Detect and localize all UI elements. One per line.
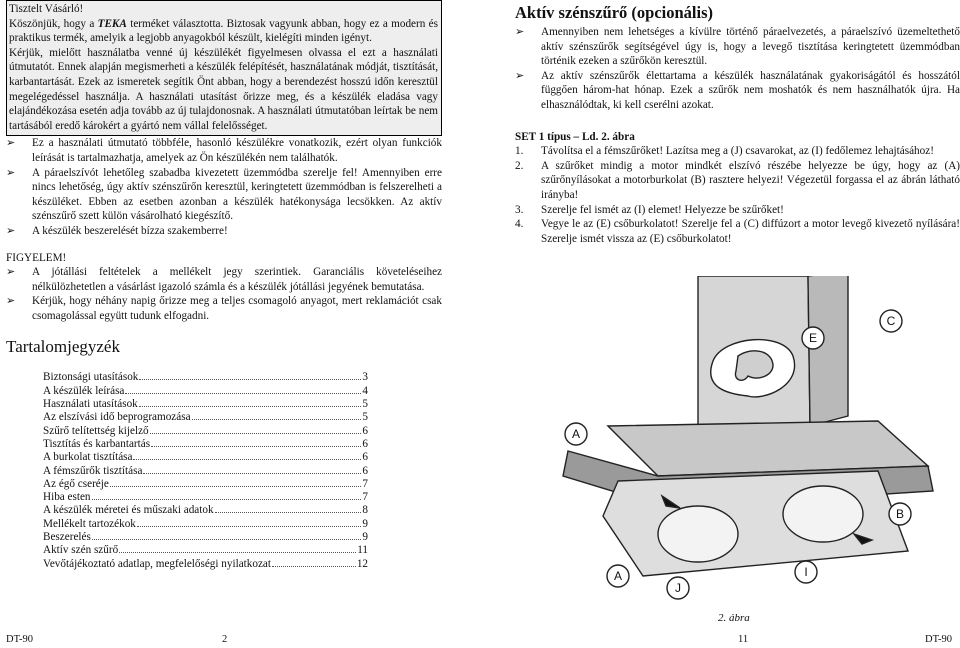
- right-page: [515, 0, 960, 246]
- toc-leader: [151, 446, 361, 447]
- list-item: [6, 166, 442, 224]
- toc-title-text: Az elszívási idő beprogramozása: [43, 411, 191, 424]
- list-item-text: A készülék beszerelését bízza szakemberre!: [32, 224, 228, 237]
- toc-page-number: 12: [356, 557, 368, 570]
- toc-leader: [139, 406, 362, 407]
- list-item: [6, 224, 442, 239]
- toc-leader: [125, 393, 361, 394]
- footer-page-left: 2: [222, 634, 228, 645]
- list-item: [6, 265, 442, 294]
- toc-leader: [139, 379, 361, 380]
- toc-page-number: 7: [362, 491, 368, 504]
- footer-code-right: DT-90: [925, 634, 953, 645]
- filter-left: [658, 506, 738, 562]
- hood-filter-diagram: [548, 276, 952, 608]
- toc-row: [43, 451, 368, 464]
- steps-list: [515, 144, 960, 246]
- list-item-text: Az aktív szénszűrők élettartama a készülék használatának gyakoriságától és hosszától függően három-hat hónap. Ezek a szűrők nem moshatók és nem használhatók újra. Ha elhasználódtak, ki kell cserélni azokat.: [541, 69, 960, 111]
- table-of-contents: [43, 371, 368, 570]
- step-text: Vegye le az (E) csőburkolatot! Szerelje fel a (C) diffúzort a motor levegő kivezető nyílására! Szerelje ismét vissza az (E) csőburkolatot!: [541, 218, 960, 245]
- arrowhead-bullet-icon: ➢: [515, 68, 525, 82]
- toc-title-text: Az égő cseréje: [43, 477, 109, 490]
- toc-row: [43, 385, 368, 398]
- toc-title-text: Tisztítás és karbantartás: [43, 437, 151, 450]
- toc-row: [43, 558, 368, 571]
- intro-text-1: Köszönjük, hogy a TEKA terméket választotta. Biztosak vagyunk abban, hogy ez a modern és praktikus termék, amelyik a legjobb anyagokból készült, kielégíti minden igényt.: [9, 17, 438, 45]
- toc-page-number: 6: [362, 424, 368, 437]
- intro-paragraph-1: [9, 17, 438, 46]
- toc-page-number: 5: [362, 411, 368, 424]
- arrowhead-bullet-icon: ➢: [6, 265, 16, 279]
- toc-title-text: Aktív szén szűrő: [43, 544, 119, 557]
- toc-leader: [150, 433, 362, 434]
- carbon-filter-bullet-list: [515, 25, 960, 113]
- filter-right: [783, 486, 863, 542]
- toc-row: [43, 544, 368, 557]
- toc-row: [43, 531, 368, 544]
- step-item: [515, 159, 960, 203]
- toc-title-text: A fémszűrők tisztítása: [43, 464, 143, 477]
- toc-title-text: Vevőtájékoztató adatlap, megfelelőségi nyilatkozat: [43, 557, 272, 570]
- label-i: I: [804, 565, 808, 579]
- toc-row: [43, 478, 368, 491]
- arrowhead-bullet-icon: ➢: [6, 223, 16, 237]
- toc-row: [43, 371, 368, 384]
- toc-leader: [92, 499, 362, 500]
- step-text: Szerelje fel ismét az (I) elemet! Helyezze be szűrőket!: [541, 203, 784, 216]
- list-item-text: Kérjük, hogy néhány napig őrizze meg a teljes csomagoló anyagot, mert reklamációt csak csomagolással együtt tudunk elfogadni.: [32, 295, 442, 322]
- toc-row: [43, 504, 368, 517]
- toc-row: [43, 411, 368, 424]
- intro-box: [6, 0, 442, 136]
- step-number: 3.: [515, 203, 524, 216]
- intro-bullet-list: [6, 136, 442, 238]
- warning-title: FIGYELEM!: [6, 251, 67, 264]
- toc-leader: [133, 459, 361, 460]
- toc-page-number: 6: [362, 451, 368, 464]
- toc-leader: [215, 512, 362, 513]
- motor-housing: [603, 471, 908, 576]
- step-number: 2.: [515, 159, 524, 172]
- label-a-left: A: [613, 569, 623, 583]
- toc-page-number: 5: [362, 398, 368, 411]
- footer-page-right: 11: [738, 634, 749, 645]
- toc-title-text: A készülék méretei és műszaki adatok: [43, 504, 214, 517]
- toc-title-text: A készülék leírása: [43, 384, 125, 397]
- list-item-text: Amennyiben nem lehetséges a kívülre történő páraelvezetés, a páraelszívó üzemeltethető aktív szénszűrők segítségével úgy is, hogy a levegő tisztítása keringtetett üzemmódban történik ezeken a szűrőkön keresztül.: [541, 26, 960, 68]
- toc-row: [43, 465, 368, 478]
- list-item: [515, 69, 960, 113]
- toc-title-text: Beszerelés: [43, 531, 91, 544]
- arrowhead-bullet-icon: ➢: [6, 136, 16, 150]
- step-text: A szűrőket mindig a motor mindkét elszívó részébe helyezze be úgy, hogy az (A) szűrőnyílásokat a motorburkolat (B) rasztere helyezi! Végezetül forgassa el az ábrán látható irányba!: [541, 159, 960, 201]
- list-item-text: A jótállási feltételek a mellékelt jegy szerintiek. Garanciális követeléseihez nélkülözhetetlen a vásárlást igazoló számla és a készülék jótállási jegyének bemutatása.: [32, 266, 442, 293]
- step-item: [515, 144, 960, 159]
- toc-page-number: 6: [362, 437, 368, 450]
- step-item: [515, 203, 960, 218]
- toc-title-text: Biztonsági utasítások: [43, 371, 139, 384]
- toc-title-text: Szűrő telítettség kijelző: [43, 424, 149, 437]
- toc-page-number: 9: [362, 517, 368, 530]
- figure-caption: 2. ábra: [718, 612, 750, 624]
- label-e: E: [808, 331, 818, 345]
- step-text: Távolítsa el a fémszűrőket! Lazítsa meg a (J) csavarokat, az (I) fedőlemez lehajtásához!: [541, 145, 934, 158]
- step-item: [515, 217, 960, 246]
- toc-leader: [143, 473, 361, 474]
- list-item: [515, 25, 960, 69]
- toc-row: [43, 518, 368, 531]
- step-number: 1.: [515, 145, 524, 158]
- toc-leader: [110, 486, 362, 487]
- chimney-side: [808, 276, 848, 426]
- toc-page-number: 3: [362, 371, 368, 384]
- arrowhead-bullet-icon: ➢: [515, 25, 525, 38]
- toc-leader: [272, 566, 356, 567]
- toc-page-number: 7: [362, 477, 368, 490]
- toc-leader: [192, 419, 362, 420]
- label-c: C: [886, 314, 896, 328]
- toc-row: [43, 425, 368, 438]
- label-j: J: [675, 581, 681, 595]
- toc-row: [43, 491, 368, 504]
- toc-title: Tartalomjegyzék: [6, 337, 120, 357]
- toc-title-text: A burkolat tisztítása: [43, 451, 133, 464]
- list-item: [6, 136, 442, 165]
- toc-leader: [119, 552, 356, 553]
- left-page: [6, 0, 442, 571]
- toc-page-number: 9: [362, 531, 368, 544]
- label-a-top: A: [571, 427, 581, 441]
- toc-leader: [92, 539, 362, 540]
- list-item-text: Ez a használati útmutató többféle, hasonló készülékre vonatkozik, ezért olyan funkciók leírását is tartalmazhatja, amelyek az Ön készülékén nem találhatók.: [32, 137, 442, 164]
- toc-page-number: 11: [357, 544, 368, 557]
- list-item: [6, 294, 442, 323]
- step-number: 4.: [515, 218, 524, 231]
- toc-title-text: Hiba esten: [43, 491, 91, 504]
- brand-name: TEKA: [97, 17, 127, 30]
- set-title: SET 1 típus – Ld. 2. ábra: [515, 130, 635, 143]
- toc-title-text: Mellékelt tartozékok: [43, 517, 136, 530]
- toc-page-number: 8: [362, 504, 368, 517]
- list-item-text: A páraelszívót lehetőleg szabadba kivezetett üzemmódba szerelje fel! Amennyiben erre nincs lehetőség, úgy aktív szénszűrőn keresztül, keringtetett üzemmódban is felszerelheti a készüléket. Ebben az esetben azonban a készülék hatékonysága lecsökken. Az aktív szénszűrő szett külön vásárolható kiegészítő.: [32, 166, 442, 223]
- toc-row: [43, 438, 368, 451]
- greeting: Tisztelt Vásárló!: [9, 3, 84, 15]
- arrowhead-bullet-icon: ➢: [6, 165, 16, 179]
- intro-paragraph-2: Kérjük, mielőtt használatba venné új készülékét figyelmesen olvassa el ezt a használati útmutatót. Ennek alapján megismerheti a készülék felépítését, használatának módját, tisztítását, karbantartását. Ezek az ismeretek segítik Önt abban, hogy a berendezést hosszú időn keresztül megelégedéssel használja. A használati utasítást őrizze meg, és a készülék eladása vagy elajándékozása esetén adja tovább az új tulajdonosnak. A használati útmutatóban leírtak be nem tartásából eredő károkért a gyártó nem vállal felelősséget.: [9, 46, 438, 132]
- toc-leader: [137, 526, 362, 527]
- warning-bullet-list: [6, 265, 442, 323]
- toc-title-text: Használati utasítások: [43, 398, 138, 411]
- section-title: Aktív szénszűrő (opcionális): [515, 3, 713, 22]
- toc-row: [43, 398, 368, 411]
- label-b: B: [895, 507, 905, 521]
- toc-page-number: 4: [362, 384, 368, 397]
- footer-code-left: DT-90: [6, 634, 34, 645]
- arrowhead-bullet-icon: ➢: [6, 294, 16, 308]
- toc-page-number: 6: [362, 464, 368, 477]
